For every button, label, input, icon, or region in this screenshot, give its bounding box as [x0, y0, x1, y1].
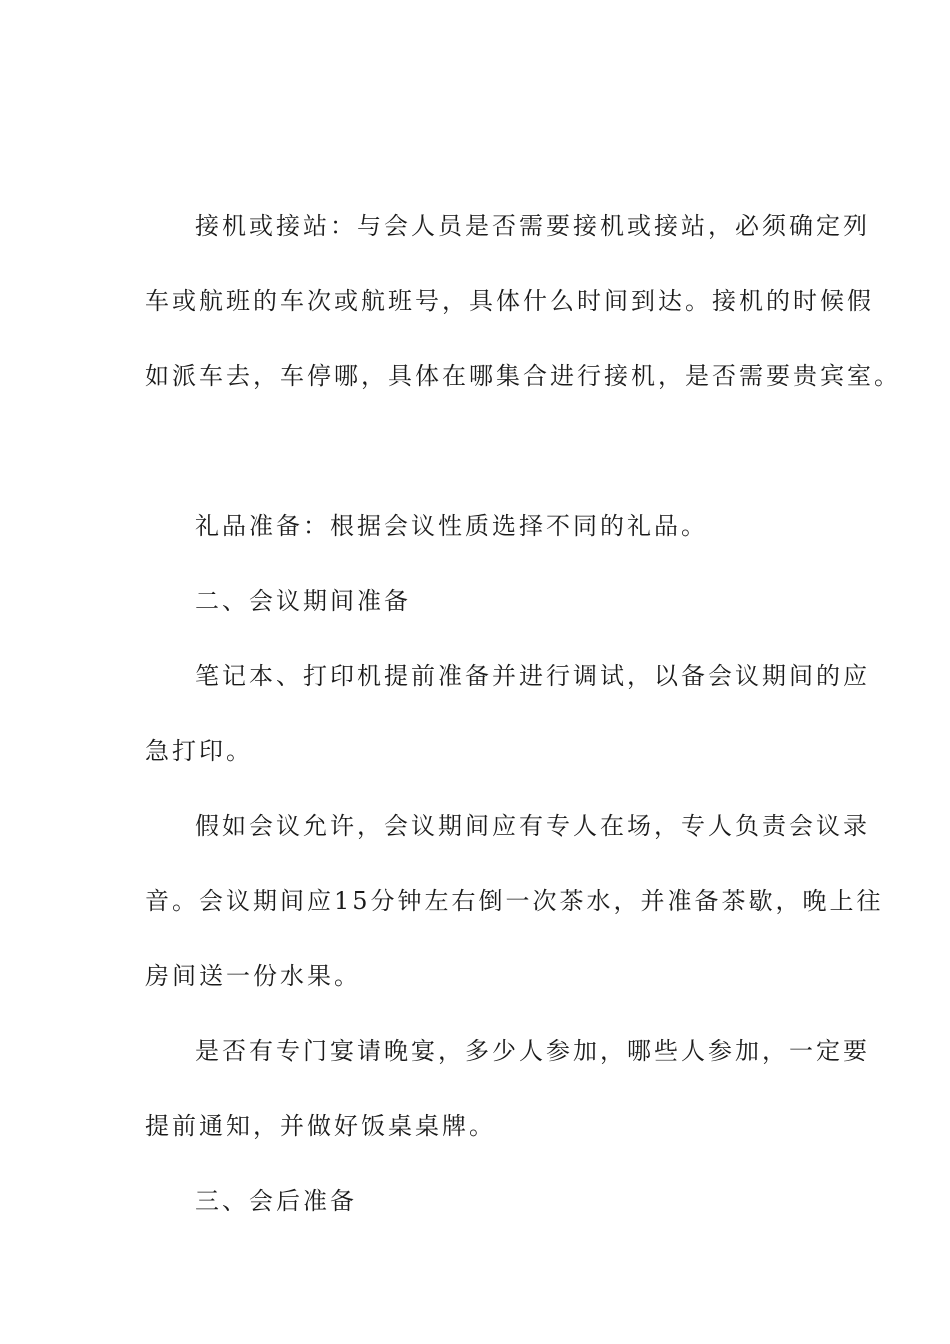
- paragraph-printing-line-2: [0, 736, 950, 766]
- text-line: 假如会议允许，会议期间应有专人在场，专人负责会议录: [195, 812, 870, 840]
- text-line: 提前通知，并做好饭桌桌牌。: [145, 1112, 496, 1140]
- text-line: 是否有专门宴请晚宴，多少人参加，哪些人参加，一定要: [195, 1037, 870, 1065]
- section-heading-after-meeting: [0, 1186, 950, 1216]
- text-line: 房间送一份水果。: [145, 962, 361, 990]
- heading-text: 三、会后准备: [195, 1187, 357, 1215]
- text-line: 笔记本、打印机提前准备并进行调试，以备会议期间的应: [195, 662, 870, 690]
- paragraph-pickup-line-3: [0, 361, 950, 391]
- paragraph-staff-line-3: [0, 961, 950, 991]
- text-line: 如派车去，车停哪，具体在哪集合进行接机，是否需要贵宾室。: [145, 362, 901, 390]
- paragraph-pickup-line-1: [0, 211, 950, 241]
- paragraph-gifts: [0, 511, 950, 541]
- paragraph-banquet-line-1: [0, 1036, 950, 1066]
- text-line: 车或航班的车次或航班号，具体什么时间到达。接机的时候假: [145, 287, 874, 315]
- paragraph-staff-line-2: [0, 886, 950, 916]
- paragraph-pickup-line-2: [0, 286, 950, 316]
- paragraph-printing-line-1: [0, 661, 950, 691]
- paragraph-banquet-line-2: [0, 1111, 950, 1141]
- section-heading-during-meeting: [0, 586, 950, 616]
- text-line: 接机或接站：与会人员是否需要接机或接站，必须确定列: [195, 212, 870, 240]
- paragraph-staff-line-1: [0, 811, 950, 841]
- heading-text: 二、会议期间准备: [195, 587, 411, 615]
- text-line: 急打印。: [145, 737, 253, 765]
- text-line: 音。会议期间应15分钟左右倒一次茶水，并准备茶歇，晚上往: [145, 887, 884, 915]
- text-line: 礼品准备：根据会议性质选择不同的礼品。: [195, 512, 708, 540]
